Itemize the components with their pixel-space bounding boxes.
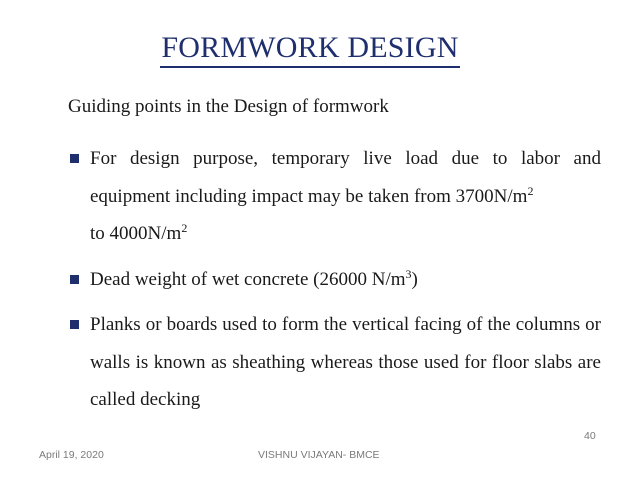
bullet-item-dead-weight [68,261,601,299]
page-number: 40 [584,430,596,442]
superscript: 2 [527,183,534,198]
bullet-list [68,140,601,419]
bullet-item-sheathing [68,306,601,419]
slide-title [0,30,638,68]
slide-subtitle: Guiding points in the Design of formwork [68,96,389,117]
square-bullet-icon [70,154,79,163]
bullet-text: Dead weight of wet concrete (26000 $N/m^3$) [90,266,418,290]
superscript: 3 [405,266,412,281]
footer-date: April 19, 2020 [39,449,104,461]
superscript: 2 [181,221,188,235]
square-bullet-icon [70,275,79,284]
footer-author: VISHNU VIJAYAN- BMCE [258,449,380,461]
slide-title-text: FORMWORK DESIGN [160,30,459,68]
bullet-text: For design purpose, temporary live load due to labor and equipment including impact may be taken from $3700N/m^2$ to $4000N/m^2$ [90,148,601,244]
bullet-text: Planks or boards used to form the vertical facing of the columns or walls is known as sheathing whereas those used for floor slabs are called decking [90,314,601,410]
bullet-item-live-load [68,140,601,253]
square-bullet-icon [70,320,79,329]
